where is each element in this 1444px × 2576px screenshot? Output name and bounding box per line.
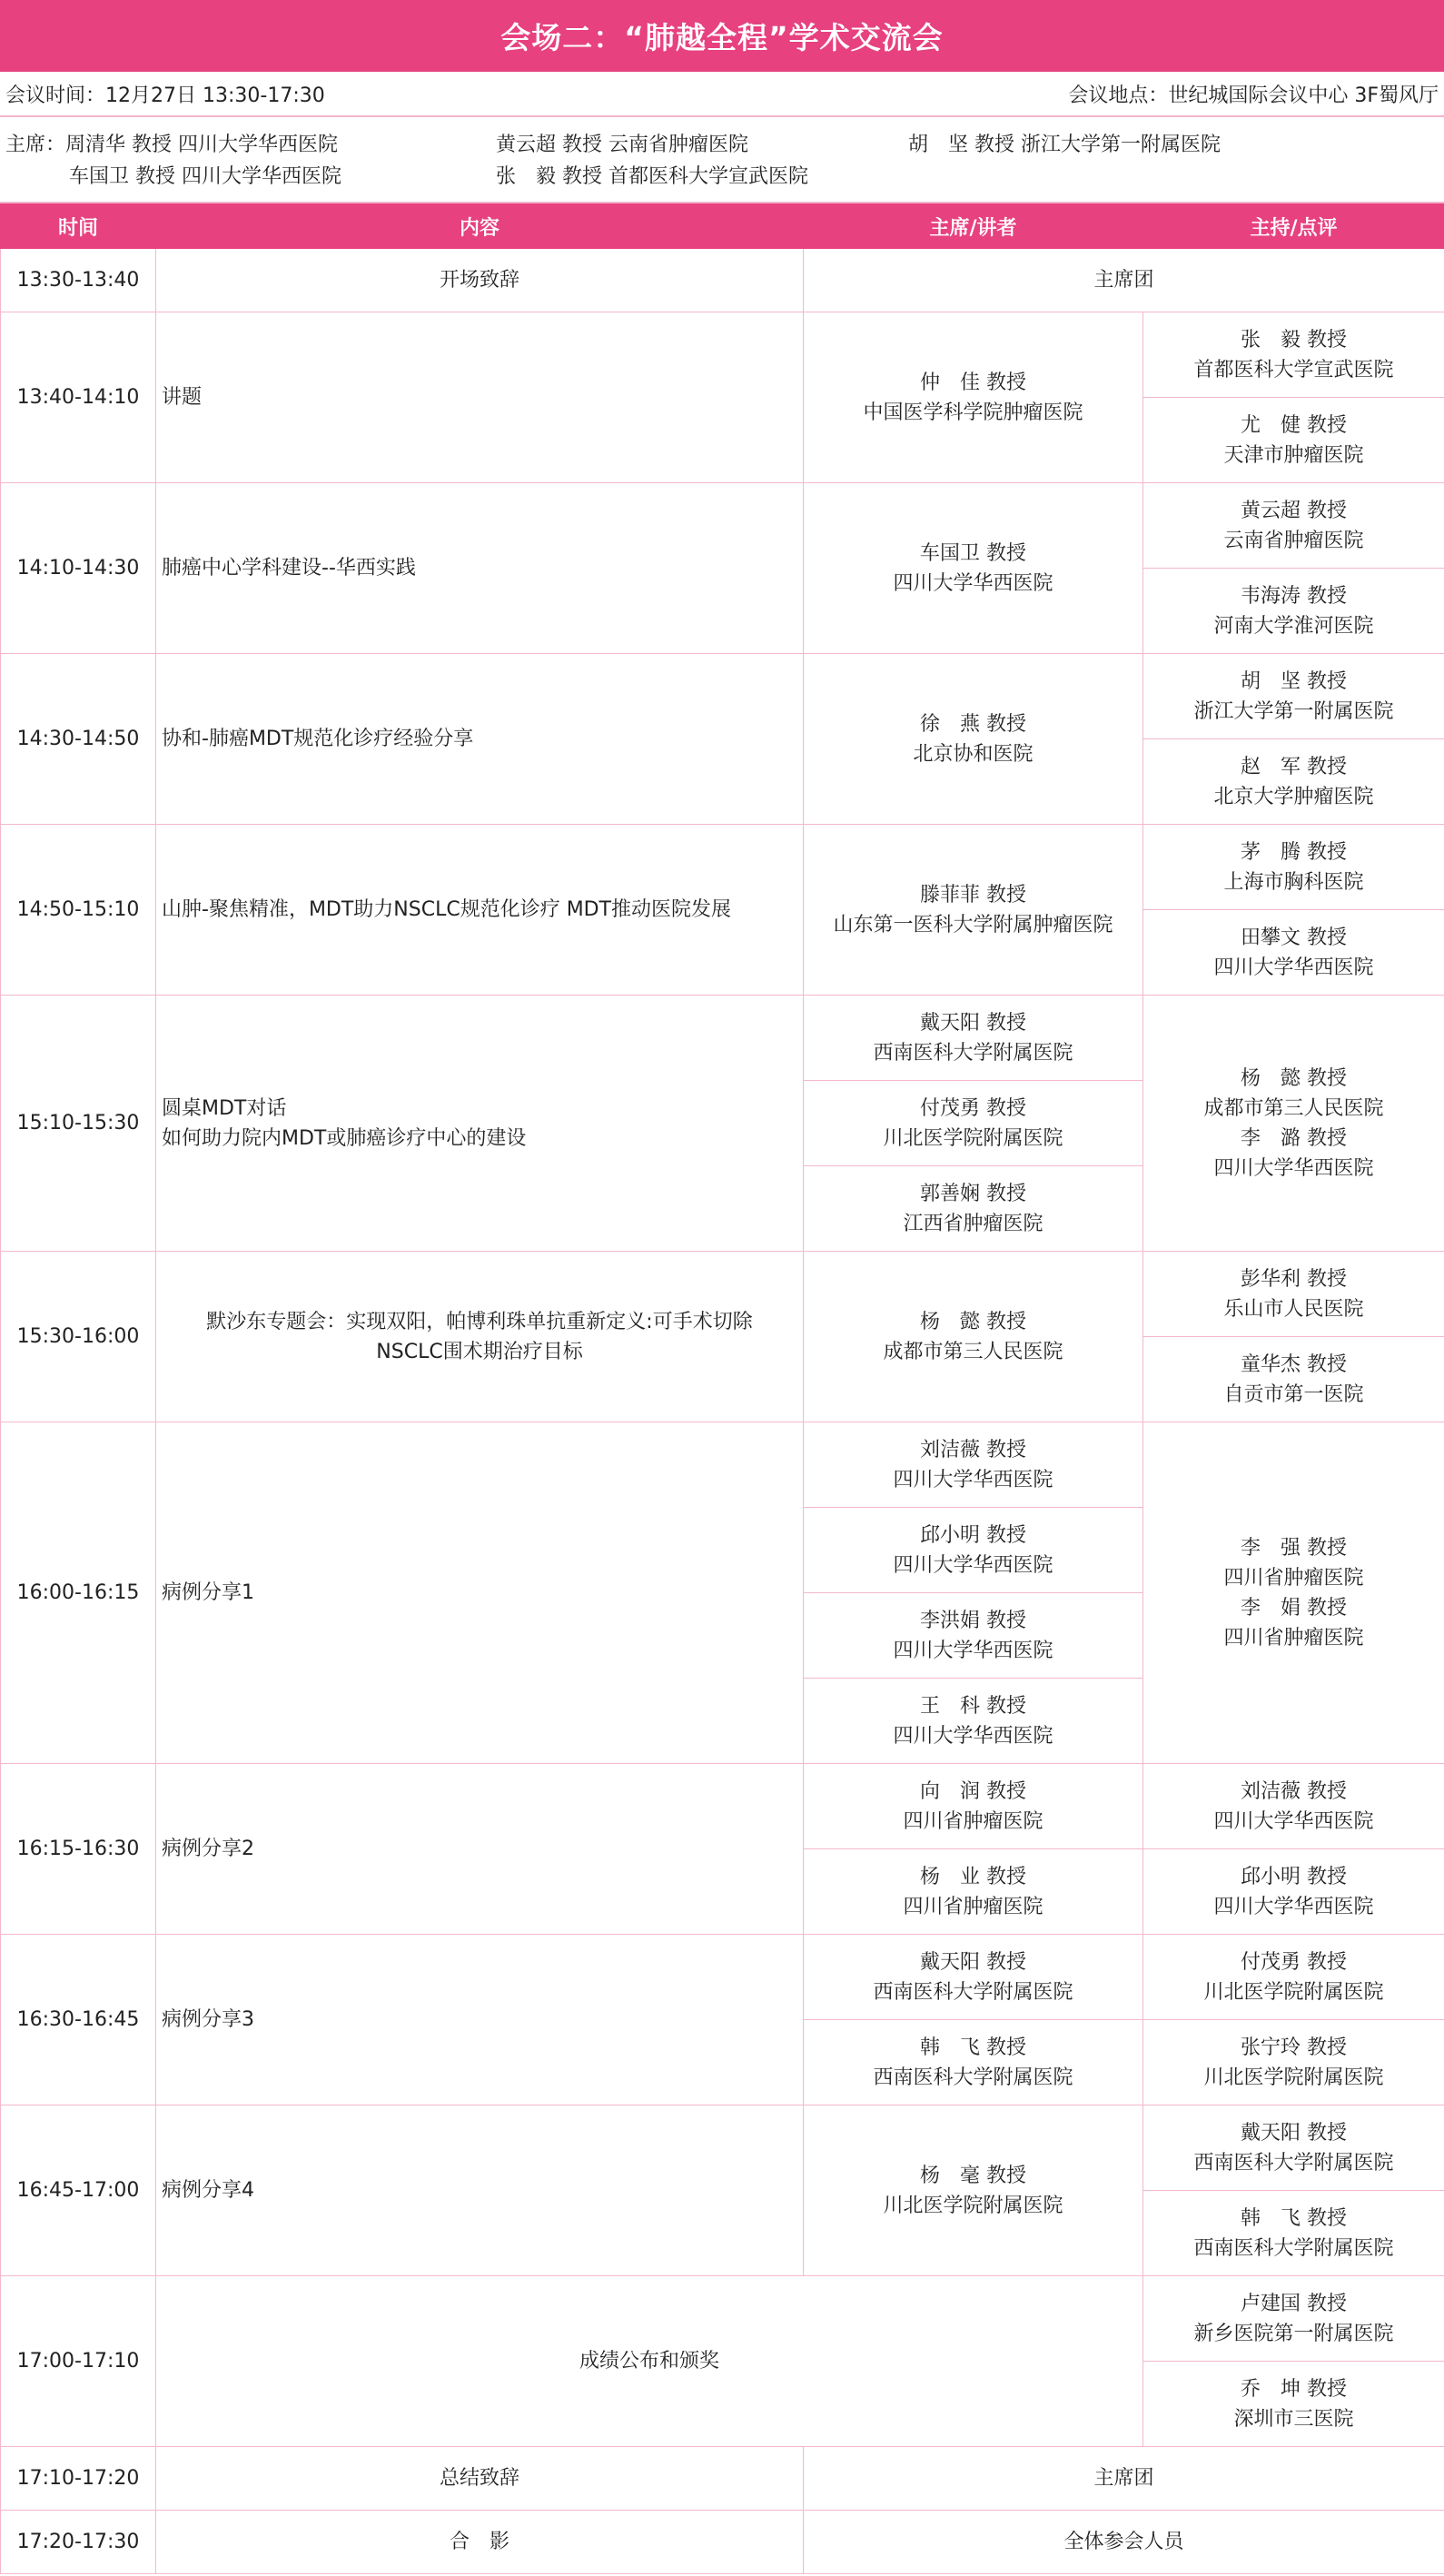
host-name: 乔 坤 教授 <box>1241 2377 1347 2401</box>
host-name: 张 毅 教授 <box>1241 328 1347 352</box>
content-cell: 肺癌中心学科建设--华西实践 <box>156 483 804 654</box>
speaker-hospital: 西南医科大学附属医院 <box>873 2066 1073 2089</box>
speaker-name: 付茂勇 教授 <box>920 1096 1026 1120</box>
host-name: 戴天阳 教授 <box>1241 2121 1347 2145</box>
table-row <box>1 1764 1444 1849</box>
host-name: 邱小明 教授 <box>1241 1865 1347 1888</box>
content-cell: 总结致辞 <box>156 2447 804 2511</box>
meeting-place: 会议地点：世纪城国际会议中心 3F蜀风厅 <box>1068 84 1439 107</box>
host-cell <box>1143 2105 1444 2191</box>
host-cell <box>1143 1422 1444 1764</box>
table-row <box>1 2105 1444 2191</box>
host-hospital: 川北医学院附属医院 <box>1203 1980 1384 2004</box>
host-hospital: 四川大学华西医院 <box>1213 956 1374 979</box>
table-row <box>1 1252 1444 1337</box>
speaker-name: 韩 飞 教授 <box>920 2036 1026 2059</box>
speaker-cell: 全体参会人员 <box>804 2511 1444 2574</box>
time-cell: 14:30-14:50 <box>1 654 156 825</box>
host-hospital: 北京大学肿瘤医院 <box>1213 785 1374 808</box>
speaker-hospital: 西南医科大学附属医院 <box>873 1041 1073 1065</box>
speaker-cell <box>804 2105 1143 2276</box>
host-cell <box>1143 2362 1444 2447</box>
host-cell <box>1143 2276 1444 2362</box>
host-hospital: 浙江大学第一附属医院 <box>1193 699 1394 723</box>
header-content: 内容 <box>156 204 804 249</box>
host-hospital: 西南医科大学附属医院 <box>1193 2151 1394 2175</box>
content-cell: 病例分享1 <box>156 1422 804 1764</box>
speaker-hospital: 北京协和医院 <box>913 742 1034 766</box>
speaker-cell <box>804 483 1143 654</box>
table-row <box>1 1422 1444 1508</box>
content-cell <box>156 996 804 1252</box>
content-cell: 讲题 <box>156 312 804 483</box>
speaker-name: 滕菲菲 教授 <box>920 883 1026 907</box>
host-name: 尤 健 教授 <box>1241 413 1347 437</box>
host-hospital: 首都医科大学宣武医院 <box>1193 358 1394 381</box>
table-row <box>1 249 1444 312</box>
speaker-name: 李洪娟 教授 <box>920 1609 1026 1632</box>
host-hospital: 西南医科大学附属医院 <box>1193 2236 1394 2260</box>
host-name: 张宁玲 教授 <box>1241 2036 1347 2059</box>
time-cell: 16:15-16:30 <box>1 1764 156 1935</box>
speaker-hospital: 成都市第三人民医院 <box>883 1340 1063 1363</box>
time-cell: 17:10-17:20 <box>1 2447 156 2511</box>
speaker-name: 杨 毫 教授 <box>920 2164 1026 2187</box>
content-cell: 病例分享2 <box>156 1764 804 1935</box>
speaker-cell <box>804 1166 1143 1252</box>
host-hospital: 四川大学华西医院 <box>1213 1156 1374 1180</box>
speaker-name: 向 润 教授 <box>920 1779 1026 1803</box>
agenda-table <box>0 203 1444 2574</box>
speaker-name: 郭善娴 教授 <box>920 1182 1026 1205</box>
host-hospital: 上海市胸科医院 <box>1223 870 1364 894</box>
speaker-hospital: 山东第一医科大学附属肿瘤医院 <box>833 913 1113 936</box>
speaker-cell: 主席团 <box>804 2447 1444 2511</box>
host-cell <box>1143 312 1444 398</box>
host-name: 黄云超 教授 <box>1241 499 1347 522</box>
speaker-hospital: 四川大学华西医院 <box>893 1553 1053 1577</box>
speaker-hospital: 四川省肿瘤医院 <box>903 1895 1043 1918</box>
speaker-cell <box>804 1935 1143 2020</box>
speaker-hospital: 四川大学华西医院 <box>893 1639 1053 1662</box>
header-host: 主持/点评 <box>1143 204 1444 249</box>
page-title: 会场二：“肺越全程”学术交流会 <box>0 0 1444 72</box>
host-cell <box>1143 996 1444 1252</box>
chair-row2-c2: 张 毅 教授 首都医科大学宣武医院 <box>496 165 808 188</box>
content-line: 圆桌MDT对话 <box>162 1096 287 1120</box>
speaker-name: 仲 佳 教授 <box>920 371 1026 394</box>
host-name: 付茂勇 教授 <box>1241 1950 1347 1974</box>
table-row <box>1 825 1444 910</box>
host-hospital: 新乡医院第一附属医院 <box>1193 2322 1394 2345</box>
speaker-cell: 主席团 <box>804 249 1444 312</box>
table-row <box>1 312 1444 398</box>
content-cell: 病例分享4 <box>156 2105 804 2276</box>
speaker-hospital: 四川省肿瘤医院 <box>903 1809 1043 1833</box>
host-name: 田攀文 教授 <box>1241 926 1347 949</box>
time-cell: 14:10-14:30 <box>1 483 156 654</box>
time-cell: 15:30-16:00 <box>1 1252 156 1422</box>
host-cell <box>1143 483 1444 569</box>
host-cell <box>1143 739 1444 825</box>
chair-row1-label: 主席：周清华 教授 四川大学华西医院 <box>5 134 338 156</box>
chair-row1-c2: 黄云超 教授 云南省肿瘤医院 <box>496 134 748 156</box>
speaker-cell <box>804 2020 1143 2105</box>
speaker-cell <box>804 312 1143 483</box>
table-row <box>1 2276 1444 2362</box>
host-hospital: 云南省肿瘤医院 <box>1223 529 1364 552</box>
host-cell <box>1143 910 1444 996</box>
table-row <box>1 483 1444 569</box>
host-name: 胡 坚 教授 <box>1241 669 1347 693</box>
chair-row1-c3: 胡 坚 教授 浙江大学第一附属医院 <box>908 134 1221 156</box>
speaker-hospital: 四川大学华西医院 <box>893 1468 1053 1491</box>
host-name: 赵 军 教授 <box>1241 755 1347 778</box>
host-name: 韦海涛 教授 <box>1241 584 1347 608</box>
speaker-name: 车国卫 教授 <box>920 541 1026 565</box>
speaker-cell <box>804 1849 1143 1935</box>
host-cell <box>1143 2020 1444 2105</box>
host-cell <box>1143 569 1444 654</box>
speaker-cell <box>804 825 1143 996</box>
table-header-row <box>1 204 1444 249</box>
time-cell: 17:20-17:30 <box>1 2511 156 2574</box>
host-cell <box>1143 1337 1444 1422</box>
host-cell <box>1143 1764 1444 1849</box>
host-name: 彭华利 教授 <box>1241 1267 1347 1291</box>
speaker-name: 杨 业 教授 <box>920 1865 1026 1888</box>
time-cell: 14:50-15:10 <box>1 825 156 996</box>
speaker-name: 徐 燕 教授 <box>920 712 1026 736</box>
speaker-name: 刘洁薇 教授 <box>920 1438 1026 1461</box>
speaker-hospital: 中国医学科学院肿瘤医院 <box>863 401 1083 424</box>
host-name: 李 强 教授 <box>1241 1536 1347 1560</box>
content-cell <box>156 1252 804 1422</box>
host-hospital: 天津市肿瘤医院 <box>1223 443 1364 467</box>
host-hospital: 自贡市第一医院 <box>1223 1382 1364 1406</box>
time-cell: 16:00-16:15 <box>1 1422 156 1764</box>
host-cell <box>1143 654 1444 739</box>
time-cell: 13:30-13:40 <box>1 249 156 312</box>
speaker-hospital: 江西省肿瘤医院 <box>903 1212 1043 1235</box>
time-cell: 15:10-15:30 <box>1 996 156 1252</box>
host-name: 韩 飞 教授 <box>1241 2206 1347 2230</box>
speaker-cell <box>804 996 1143 1081</box>
table-row <box>1 1935 1444 2020</box>
speaker-name: 邱小明 教授 <box>920 1523 1026 1547</box>
content-cell: 合 影 <box>156 2511 804 2574</box>
speaker-cell <box>804 1422 1143 1508</box>
speaker-name: 戴天阳 教授 <box>920 1011 1026 1035</box>
host-name: 刘洁薇 教授 <box>1241 1779 1347 1803</box>
host-hospital: 四川省肿瘤医院 <box>1223 1566 1364 1590</box>
table-row <box>1 996 1444 1081</box>
host-hospital: 四川省肿瘤医院 <box>1223 1626 1364 1650</box>
host-cell <box>1143 1849 1444 1935</box>
host-hospital: 深圳市三医院 <box>1233 2407 1354 2431</box>
host-name: 茅 腾 教授 <box>1241 840 1347 864</box>
content-cell: 山肿-聚焦精准，MDT助力NSCLC规范化诊疗 MDT推动医院发展 <box>156 825 804 996</box>
time-cell: 17:00-17:10 <box>1 2276 156 2447</box>
content-cell: 病例分享3 <box>156 1935 804 2105</box>
host-cell <box>1143 1935 1444 2020</box>
host-hospital: 乐山市人民医院 <box>1223 1297 1364 1321</box>
speaker-cell <box>804 654 1143 825</box>
speaker-cell <box>804 1252 1143 1422</box>
content-line: NSCLC围术期治疗目标 <box>376 1340 583 1363</box>
time-cell: 16:30-16:45 <box>1 1935 156 2105</box>
table-row <box>1 2447 1444 2511</box>
header-speaker: 主席/讲者 <box>804 204 1143 249</box>
chair-row2-c1: 车国卫 教授 四川大学华西医院 <box>69 165 341 188</box>
host-hospital: 成都市第三人民医院 <box>1203 1096 1384 1120</box>
speaker-cell <box>804 1508 1143 1593</box>
host-name: 李 潞 教授 <box>1241 1126 1347 1150</box>
speaker-hospital: 川北医学院附属医院 <box>883 1126 1063 1150</box>
speaker-cell <box>804 1764 1143 1849</box>
host-hospital: 河南大学淮河医院 <box>1213 614 1374 638</box>
host-cell <box>1143 2191 1444 2276</box>
speaker-hospital: 四川大学华西医院 <box>893 571 1053 595</box>
speaker-hospital: 西南医科大学附属医院 <box>873 1980 1073 2004</box>
content-line: 如何助力院内MDT或肺癌诊疗中心的建设 <box>162 1126 527 1150</box>
speaker-name: 杨 懿 教授 <box>920 1310 1026 1333</box>
speaker-cell <box>804 1593 1143 1679</box>
host-hospital: 四川大学华西医院 <box>1213 1809 1374 1833</box>
speaker-name: 戴天阳 教授 <box>920 1950 1026 1974</box>
speaker-name: 王 科 教授 <box>920 1694 1026 1718</box>
host-name: 李 娟 教授 <box>1241 1596 1347 1620</box>
chairs-section <box>0 117 1444 203</box>
speaker-hospital: 川北医学院附属医院 <box>883 2194 1063 2217</box>
host-name: 杨 懿 教授 <box>1241 1066 1347 1090</box>
host-hospital: 川北医学院附属医院 <box>1203 2066 1384 2089</box>
host-hospital: 四川大学华西医院 <box>1213 1895 1374 1918</box>
content-cell: 协和-肺癌MDT规范化诊疗经验分享 <box>156 654 804 825</box>
table-row <box>1 654 1444 739</box>
table-row <box>1 2511 1444 2574</box>
speaker-hospital: 四川大学华西医院 <box>893 1724 1053 1748</box>
time-cell: 16:45-17:00 <box>1 2105 156 2276</box>
host-name: 童华杰 教授 <box>1241 1352 1347 1376</box>
content-line: 默沙东专题会：实现双阳，帕博利珠单抗重新定义:可手术切除 <box>206 1310 753 1333</box>
speaker-cell <box>804 1081 1143 1166</box>
host-name: 卢建国 教授 <box>1241 2292 1347 2315</box>
host-cell <box>1143 398 1444 483</box>
host-cell <box>1143 825 1444 910</box>
header-time: 时间 <box>1 204 156 249</box>
speaker-cell <box>804 1679 1143 1764</box>
content-cell: 开场致辞 <box>156 249 804 312</box>
time-cell: 13:40-14:10 <box>1 312 156 483</box>
meeting-info <box>0 72 1444 117</box>
host-cell <box>1143 1252 1444 1337</box>
content-cell: 成绩公布和颁奖 <box>156 2276 1143 2447</box>
meeting-time: 会议时间：12月27日 13:30-17:30 <box>5 84 325 107</box>
